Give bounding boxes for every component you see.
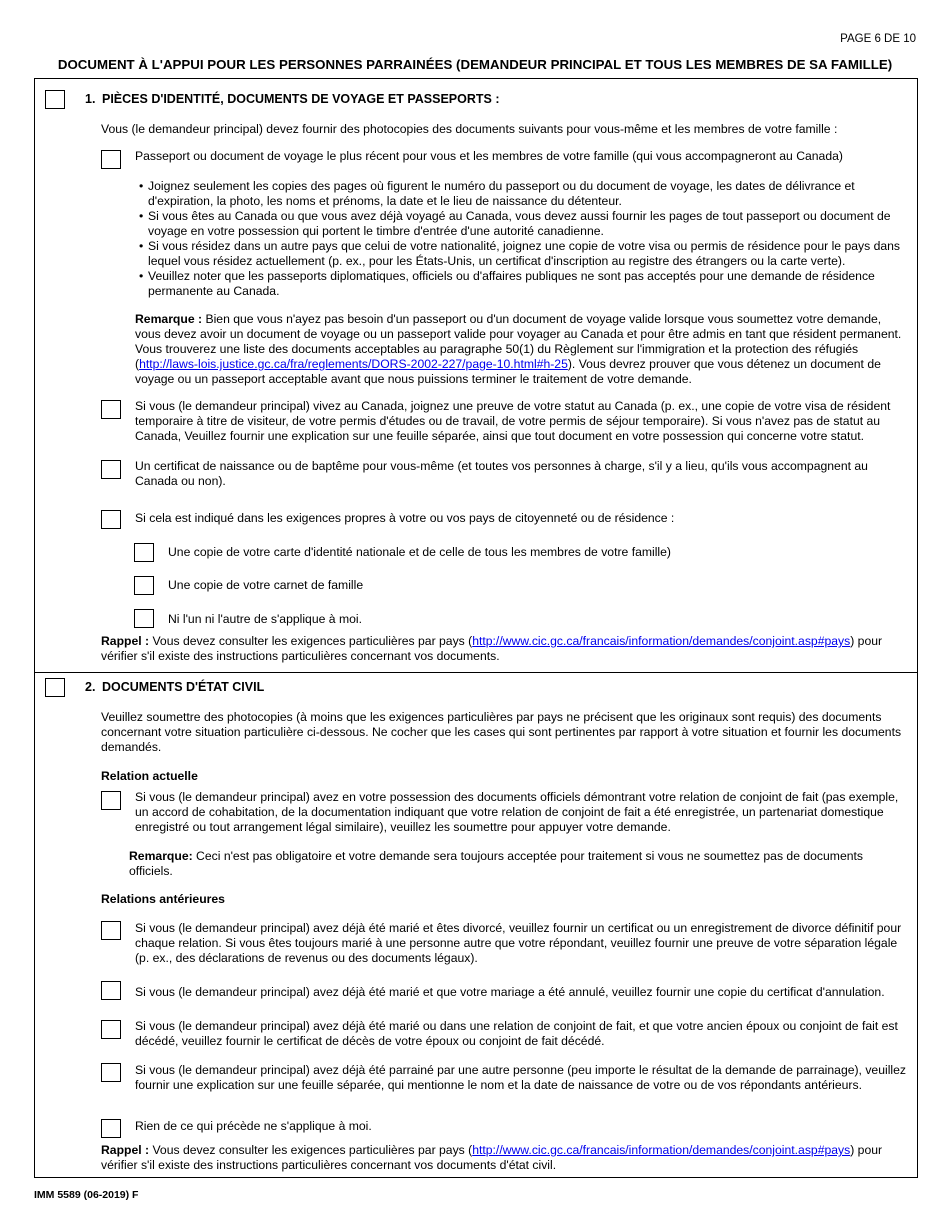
neither-applies-text: Ni l'un ni l'autre de s'applique à moi. [168, 612, 362, 626]
passport-bullets [139, 179, 909, 299]
passport-bullet: • Si vous résidez dans un autre pays que celui de votre nationalité, joignez une copie de votre visa ou permis de résidence pour le pays dans lequel vous résidez actuellement (p. ex., pour les États-Unis, un certificat d'inscription au registre des étrangers ou la carte verte). [139, 239, 909, 269]
passport-checkbox[interactable] [101, 150, 121, 169]
section-divider [35, 672, 917, 673]
passport-remark [135, 312, 907, 387]
annulment-text: Si vous (le demandeur principal) avez déjà été marié et que votre mariage a été annulé, veuillez fournir une copie du certificat d'annulation. [135, 985, 885, 999]
birth-certificate-text: Un certificat de naissance ou de baptême pour vous-même (et toutes vos personnes à charge, s'il y a lieu, qu'ils vous accompagnent au Canada ou non). [135, 459, 868, 488]
remark-label: Remarque : [135, 312, 203, 326]
reminder-text-end: ) pour vérifier s'il existe des instructions particulières concernant vos documents. [101, 634, 883, 663]
country-requirements-link[interactable]: http://www.cic.gc.ca/francais/information/demandes/conjoint.asp#pays [472, 634, 851, 648]
section1-title: PIÈCES D'IDENTITÉ, DOCUMENTS DE VOYAGE ET PASSEPORTS : [102, 92, 500, 106]
section2-title: DOCUMENTS D'ÉTAT CIVIL [102, 680, 265, 694]
section1-heading [85, 92, 499, 107]
none-applies-text: Rien de ce qui précède ne s'applique à moi. [135, 1119, 372, 1133]
country-requirements-link[interactable]: http://www.cic.gc.ca/francais/information/demandes/conjoint.asp#pays [472, 1143, 851, 1157]
status-item-text: Si vous (le demandeur principal) vivez au Canada, joignez une preuve de votre statut au Canada (p. ex., une copie de votre visa de résident temporaire à titre de visiteur, de votre permis d'études ou de travail, de votre permis de séjour temporaire). Si vous n'avez pas de statut au Canada, Veuillez fournir une explication sur une feuille séparée, ainsi que tout document en votre possession qui concerne votre statut. [135, 399, 891, 443]
reminder-text: Vous devez consulter les exigences particulières par pays ( [149, 1143, 473, 1157]
national-id-checkbox[interactable] [134, 543, 154, 562]
death-certificate-checkbox[interactable] [101, 1020, 121, 1039]
national-id-text: Une copie de votre carte d'identité nationale et de celle de tous les membres de votre famille) [168, 545, 671, 559]
country-requirements-checkbox[interactable] [101, 510, 121, 529]
form-frame [34, 78, 918, 1178]
section2-number: 2. [85, 680, 96, 694]
birth-certificate-checkbox[interactable] [101, 460, 121, 479]
current-remark-text: Ceci n'est pas obligatoire et votre demande sera toujours acceptée pour traitement si vous ne soumettez pas de documents officiels. [129, 849, 863, 878]
reminder-text-end: ) pour vérifier s'il existe des instructions particulières concernant vos documents d'état civil. [101, 1143, 883, 1172]
page-title: DOCUMENT À L'APPUI POUR LES PERSONNES PARRAINÉES (DEMANDEUR PRINCIPAL ET TOUS LES MEMBRES DE SA FAMILLE) [57, 57, 893, 72]
country-requirements-text: Si cela est indiqué dans les exigences propres à votre ou vos pays de citoyenneté ou de résidence : [135, 511, 675, 525]
none-applies-checkbox[interactable] [101, 1119, 121, 1138]
current-relation-remark [129, 849, 907, 879]
death-certificate-text: Si vous (le demandeur principal) avez déjà été marié ou dans une relation de conjoint de fait, et que votre ancien époux ou conjoint de fait est décédé, veuillez fournir le certificat de décès de votre époux ou conjoint de fait décédé. [135, 1019, 898, 1048]
divorce-text: Si vous (le demandeur principal) avez déjà été marié et êtes divorcé, veuillez fournir un certificat ou un enregistrement de divorce définitif pour chaque relation. Si vous êtes toujours marié à une personne autre que votre répondant, veuillez fournir une preuve de votre séparation légale (p. ex., des déclarations de revenus ou des documents légaux). [135, 921, 902, 965]
previous-sponsorship-text: Si vous (le demandeur principal) avez déjà été parrainé par une autre personne (peu importe le résultat de la demande de parrainage), veuillez fournir une explication sur une feuille séparée, qui mentionne le nom et la date de naissance de votre ou de vos répondants antérieurs. [135, 1063, 906, 1092]
family-booklet-text: Une copie de votre carnet de famille [168, 578, 364, 592]
reminder-label: Rappel : [101, 1143, 150, 1157]
section2-heading [85, 680, 264, 695]
passport-bullet: • Veuillez noter que les passeports diplomatiques, officiels ou d'affaires publiques ne sont pas acceptés pour une demande de résidence permanente au Canada. [139, 269, 909, 299]
annulment-checkbox[interactable] [101, 981, 121, 1000]
current-relation-heading: Relation actuelle [101, 769, 198, 783]
regulations-link[interactable]: http://laws-lois.justice.gc.ca/fra/reglements/DORS-2002-227/page-10.html#h-25 [139, 357, 568, 371]
page-number: PAGE 6 DE 10 [840, 33, 916, 45]
common-law-documents-text: Si vous (le demandeur principal) avez en votre possession des documents officiels démontrant votre relation de conjoint de fait (pas exemple, un accord de cohabitation, de la documentation indiquant que votre relation de conjoint de fait a été enregistrée, un partenariat domestique enregistré ou tout arrangement légal similaire), veuillez les soumettre pour appuyer votre demande. [135, 790, 899, 834]
remark-text: Bien que vous n'ayez pas besoin d'un passeport ou d'un document de voyage valide lorsque vous soumettez votre demande, vous devez avoir un document de voyage ou un passeport valide pour voyager au Canada et pour être admis en tant que résident permanent. Vous trouverez une liste des documents acceptables au paragraphe 50(1) du Règlement sur l'immigration et la protection des réfugiés ( [135, 312, 902, 371]
section1-checkbox[interactable] [45, 90, 65, 109]
form-id: IMM 5589 (06-2019) F [34, 1189, 139, 1201]
previous-relations-heading: Relations antérieures [101, 892, 225, 906]
remark-text-end: ). Vous devrez prouver que vous détenez un document de voyage ou un passeport acceptable avant que nous puissions terminer le traitement de votre demande. [135, 357, 881, 386]
section2-reminder [101, 1143, 909, 1173]
common-law-documents-checkbox[interactable] [101, 791, 121, 810]
family-booklet-checkbox[interactable] [134, 576, 154, 595]
reminder-label: Rappel : [101, 634, 150, 648]
section1-reminder [101, 634, 909, 664]
passport-bullet: • Si vous êtes au Canada ou que vous avez déjà voyagé au Canada, vous devez aussi fournir les pages de tout passeport ou document de voyage en votre possession qui portent le timbre d'entrée d'une autorité canadienne. [139, 209, 909, 239]
status-checkbox[interactable] [101, 400, 121, 419]
section2-checkbox[interactable] [45, 678, 65, 697]
section1-number: 1. [85, 92, 96, 106]
current-remark-label: Remarque: [129, 849, 193, 863]
reminder-text: Vous devez consulter les exigences particulières par pays ( [149, 634, 473, 648]
passport-item-text: Passeport ou document de voyage le plus récent pour vous et les membres de votre famille (qui vous accompagneront au Canada) [135, 149, 843, 163]
section1-intro: Vous (le demandeur principal) devez fournir des photocopies des documents suivants pour vous-même et les membres de votre famille : [101, 122, 838, 136]
divorce-checkbox[interactable] [101, 921, 121, 940]
neither-applies-checkbox[interactable] [134, 609, 154, 628]
passport-bullet: • Joignez seulement les copies des pages où figurent le numéro du passeport ou du document de voyage, les dates de délivrance et d'expiration, la photo, les noms et prénoms, la date et le lieu de naissance du détenteur. [139, 179, 909, 209]
previous-sponsorship-checkbox[interactable] [101, 1063, 121, 1082]
section2-intro: Veuillez soumettre des photocopies (à moins que les exigences particulières par pays ne précisent que les originaux sont requis) des documents concernant votre situation particulière ci-dessous. Ne cocher que les cases qui sont pertinentes par rapport à votre situation et fournir les documents demandés. [101, 710, 902, 754]
